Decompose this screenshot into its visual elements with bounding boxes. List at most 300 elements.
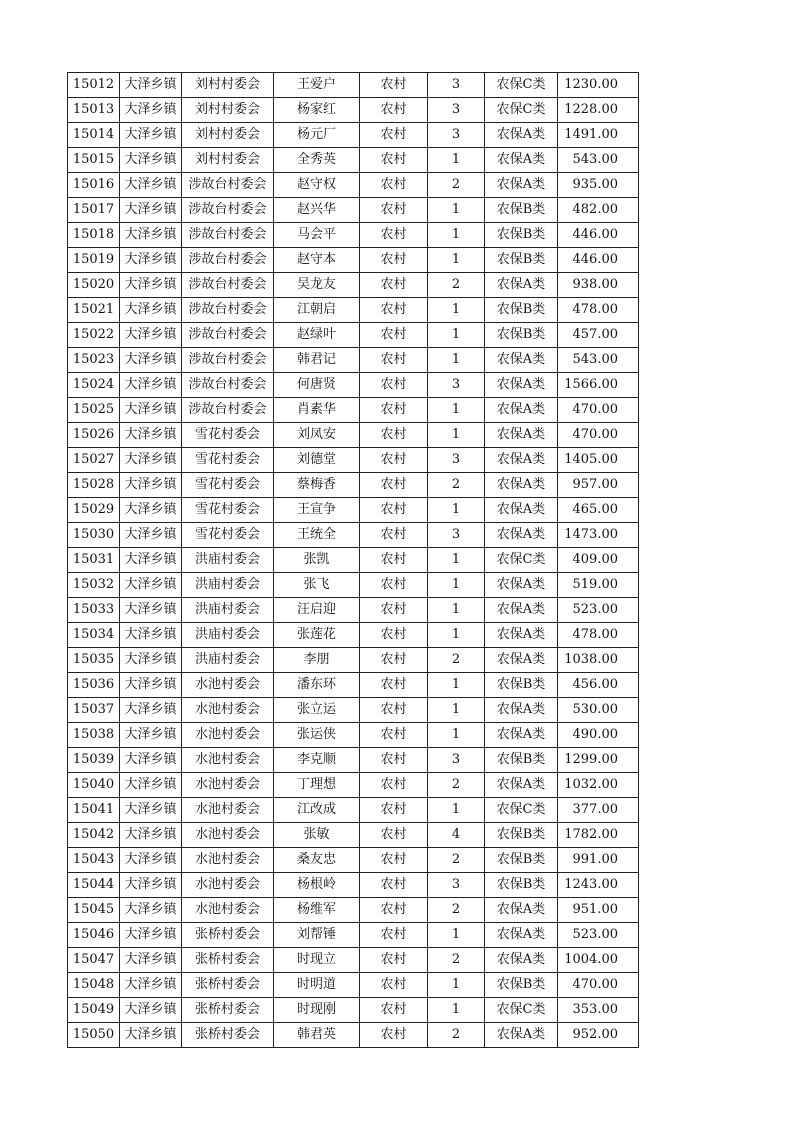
household-type-cell: 农村 <box>360 623 428 648</box>
amount-cell: 938.00 <box>558 273 639 298</box>
member-count-cell: 4 <box>428 823 485 848</box>
member-count-cell: 1 <box>428 998 485 1023</box>
member-count-cell: 2 <box>428 848 485 873</box>
household-type-cell: 农村 <box>360 98 428 123</box>
insurance-category-cell: 农保A类 <box>485 498 558 523</box>
insurance-category-cell: 农保A类 <box>485 723 558 748</box>
insurance-category-cell: 农保C类 <box>485 548 558 573</box>
record-id-cell: 15044 <box>68 873 120 898</box>
name-cell: 江改成 <box>274 798 360 823</box>
village-cell: 雪花村委会 <box>182 498 274 523</box>
record-id-cell: 15042 <box>68 823 120 848</box>
member-count-cell: 2 <box>428 273 485 298</box>
name-cell: 张运侠 <box>274 723 360 748</box>
record-id-cell: 15036 <box>68 673 120 698</box>
household-type-cell: 农村 <box>360 348 428 373</box>
amount-cell: 1243.00 <box>558 873 639 898</box>
town-cell: 大泽乡镇 <box>120 723 182 748</box>
amount-cell: 543.00 <box>558 148 639 173</box>
amount-cell: 523.00 <box>558 598 639 623</box>
town-cell: 大泽乡镇 <box>120 273 182 298</box>
village-cell: 刘村村委会 <box>182 123 274 148</box>
name-cell: 时现立 <box>274 948 360 973</box>
village-cell: 张桥村委会 <box>182 998 274 1023</box>
name-cell: 潘东环 <box>274 673 360 698</box>
member-count-cell: 1 <box>428 573 485 598</box>
town-cell: 大泽乡镇 <box>120 323 182 348</box>
village-cell: 刘村村委会 <box>182 73 274 98</box>
village-cell: 水池村委会 <box>182 748 274 773</box>
village-cell: 刘村村委会 <box>182 98 274 123</box>
household-type-cell: 农村 <box>360 248 428 273</box>
table-row <box>68 748 639 773</box>
name-cell: 时现刚 <box>274 998 360 1023</box>
insurance-category-cell: 农保A类 <box>485 773 558 798</box>
name-cell: 张立运 <box>274 698 360 723</box>
insurance-category-cell: 农保C类 <box>485 73 558 98</box>
amount-cell: 470.00 <box>558 973 639 998</box>
table-row <box>68 648 639 673</box>
table-row <box>68 473 639 498</box>
insurance-category-cell: 农保A类 <box>485 573 558 598</box>
town-cell: 大泽乡镇 <box>120 698 182 723</box>
record-id-cell: 15035 <box>68 648 120 673</box>
town-cell: 大泽乡镇 <box>120 573 182 598</box>
record-id-cell: 15026 <box>68 423 120 448</box>
insurance-category-cell: 农保A类 <box>485 448 558 473</box>
member-count-cell: 1 <box>428 423 485 448</box>
table-row <box>68 148 639 173</box>
member-count-cell: 2 <box>428 1023 485 1048</box>
table-row <box>68 548 639 573</box>
town-cell: 大泽乡镇 <box>120 923 182 948</box>
household-type-cell: 农村 <box>360 673 428 698</box>
village-cell: 水池村委会 <box>182 773 274 798</box>
household-type-cell: 农村 <box>360 1023 428 1048</box>
record-id-cell: 15032 <box>68 573 120 598</box>
village-cell: 张桥村委会 <box>182 948 274 973</box>
town-cell: 大泽乡镇 <box>120 523 182 548</box>
town-cell: 大泽乡镇 <box>120 548 182 573</box>
town-cell: 大泽乡镇 <box>120 98 182 123</box>
name-cell: 张凯 <box>274 548 360 573</box>
household-type-cell: 农村 <box>360 273 428 298</box>
household-type-cell: 农村 <box>360 723 428 748</box>
town-cell: 大泽乡镇 <box>120 823 182 848</box>
name-cell: 杨家红 <box>274 98 360 123</box>
record-id-cell: 15024 <box>68 373 120 398</box>
amount-cell: 991.00 <box>558 848 639 873</box>
town-cell: 大泽乡镇 <box>120 298 182 323</box>
insurance-category-cell: 农保B类 <box>485 748 558 773</box>
insurance-category-cell: 农保A类 <box>485 523 558 548</box>
household-type-cell: 农村 <box>360 173 428 198</box>
member-count-cell: 1 <box>428 723 485 748</box>
town-cell: 大泽乡镇 <box>120 373 182 398</box>
name-cell: 丁理想 <box>274 773 360 798</box>
insurance-category-cell: 农保B类 <box>485 323 558 348</box>
town-cell: 大泽乡镇 <box>120 973 182 998</box>
amount-cell: 490.00 <box>558 723 639 748</box>
record-id-cell: 15034 <box>68 623 120 648</box>
amount-cell: 519.00 <box>558 573 639 598</box>
village-cell: 雪花村委会 <box>182 448 274 473</box>
name-cell: 李克顺 <box>274 748 360 773</box>
insurance-category-cell: 农保A类 <box>485 923 558 948</box>
member-count-cell: 3 <box>428 873 485 898</box>
village-cell: 洪庙村委会 <box>182 573 274 598</box>
amount-cell: 478.00 <box>558 298 639 323</box>
amount-cell: 465.00 <box>558 498 639 523</box>
table-row <box>68 198 639 223</box>
table-row <box>68 848 639 873</box>
household-type-cell: 农村 <box>360 898 428 923</box>
village-cell: 水池村委会 <box>182 673 274 698</box>
town-cell: 大泽乡镇 <box>120 948 182 973</box>
insurance-category-cell: 农保C类 <box>485 998 558 1023</box>
data-table <box>67 72 639 1048</box>
name-cell: 江朝启 <box>274 298 360 323</box>
table-row <box>68 123 639 148</box>
name-cell: 杨根岭 <box>274 873 360 898</box>
household-type-cell: 农村 <box>360 123 428 148</box>
table-row <box>68 698 639 723</box>
member-count-cell: 1 <box>428 348 485 373</box>
village-cell: 涉故台村委会 <box>182 298 274 323</box>
amount-cell: 482.00 <box>558 198 639 223</box>
table-row <box>68 248 639 273</box>
record-id-cell: 15015 <box>68 148 120 173</box>
amount-cell: 353.00 <box>558 998 639 1023</box>
table-row <box>68 373 639 398</box>
household-type-cell: 农村 <box>360 473 428 498</box>
member-count-cell: 1 <box>428 798 485 823</box>
amount-cell: 1004.00 <box>558 948 639 973</box>
amount-cell: 446.00 <box>558 223 639 248</box>
record-id-cell: 15031 <box>68 548 120 573</box>
table-row <box>68 673 639 698</box>
household-type-cell: 农村 <box>360 198 428 223</box>
amount-cell: 456.00 <box>558 673 639 698</box>
name-cell: 王爱户 <box>274 73 360 98</box>
village-cell: 水池村委会 <box>182 798 274 823</box>
record-id-cell: 15039 <box>68 748 120 773</box>
household-type-cell: 农村 <box>360 948 428 973</box>
member-count-cell: 1 <box>428 923 485 948</box>
amount-cell: 470.00 <box>558 398 639 423</box>
table-row <box>68 73 639 98</box>
town-cell: 大泽乡镇 <box>120 423 182 448</box>
village-cell: 刘村村委会 <box>182 148 274 173</box>
village-cell: 涉故台村委会 <box>182 398 274 423</box>
name-cell: 韩君英 <box>274 1023 360 1048</box>
record-id-cell: 15050 <box>68 1023 120 1048</box>
member-count-cell: 2 <box>428 648 485 673</box>
insurance-category-cell: 农保A类 <box>485 1023 558 1048</box>
table-row <box>68 773 639 798</box>
record-id-cell: 15048 <box>68 973 120 998</box>
household-type-cell: 农村 <box>360 323 428 348</box>
town-cell: 大泽乡镇 <box>120 598 182 623</box>
village-cell: 洪庙村委会 <box>182 598 274 623</box>
town-cell: 大泽乡镇 <box>120 773 182 798</box>
record-id-cell: 15022 <box>68 323 120 348</box>
member-count-cell: 1 <box>428 248 485 273</box>
amount-cell: 470.00 <box>558 423 639 448</box>
name-cell: 张敏 <box>274 823 360 848</box>
household-type-cell: 农村 <box>360 223 428 248</box>
insurance-category-cell: 农保C类 <box>485 98 558 123</box>
amount-cell: 1299.00 <box>558 748 639 773</box>
village-cell: 张桥村委会 <box>182 973 274 998</box>
village-cell: 水池村委会 <box>182 823 274 848</box>
table-row <box>68 898 639 923</box>
table-row <box>68 298 639 323</box>
name-cell: 全秀英 <box>274 148 360 173</box>
name-cell: 马会平 <box>274 223 360 248</box>
household-type-cell: 农村 <box>360 648 428 673</box>
household-type-cell: 农村 <box>360 573 428 598</box>
town-cell: 大泽乡镇 <box>120 473 182 498</box>
insurance-category-cell: 农保A类 <box>485 898 558 923</box>
table-row <box>68 723 639 748</box>
town-cell: 大泽乡镇 <box>120 1023 182 1048</box>
record-id-cell: 15019 <box>68 248 120 273</box>
table-row <box>68 823 639 848</box>
member-count-cell: 1 <box>428 623 485 648</box>
record-id-cell: 15030 <box>68 523 120 548</box>
insurance-category-cell: 农保A类 <box>485 473 558 498</box>
insurance-category-cell: 农保A类 <box>485 598 558 623</box>
name-cell: 蔡梅香 <box>274 473 360 498</box>
name-cell: 肖素华 <box>274 398 360 423</box>
member-count-cell: 2 <box>428 898 485 923</box>
amount-cell: 1782.00 <box>558 823 639 848</box>
insurance-category-cell: 农保B类 <box>485 823 558 848</box>
table-row <box>68 398 639 423</box>
amount-cell: 478.00 <box>558 623 639 648</box>
village-cell: 涉故台村委会 <box>182 248 274 273</box>
household-type-cell: 农村 <box>360 823 428 848</box>
insurance-category-cell: 农保B类 <box>485 248 558 273</box>
name-cell: 桑友忠 <box>274 848 360 873</box>
table-row <box>68 998 639 1023</box>
village-cell: 张桥村委会 <box>182 923 274 948</box>
amount-cell: 446.00 <box>558 248 639 273</box>
household-type-cell: 农村 <box>360 848 428 873</box>
name-cell: 刘德堂 <box>274 448 360 473</box>
name-cell: 杨维军 <box>274 898 360 923</box>
village-cell: 洪庙村委会 <box>182 648 274 673</box>
table-row <box>68 623 639 648</box>
table-body <box>68 73 639 1048</box>
record-id-cell: 15046 <box>68 923 120 948</box>
amount-cell: 1405.00 <box>558 448 639 473</box>
table-row <box>68 273 639 298</box>
name-cell: 刘帮锤 <box>274 923 360 948</box>
household-type-cell: 农村 <box>360 598 428 623</box>
insurance-category-cell: 农保B类 <box>485 198 558 223</box>
village-cell: 涉故台村委会 <box>182 273 274 298</box>
name-cell: 赵守本 <box>274 248 360 273</box>
record-id-cell: 15043 <box>68 848 120 873</box>
town-cell: 大泽乡镇 <box>120 748 182 773</box>
village-cell: 涉故台村委会 <box>182 323 274 348</box>
insurance-category-cell: 农保A类 <box>485 648 558 673</box>
insurance-category-cell: 农保C类 <box>485 798 558 823</box>
village-cell: 雪花村委会 <box>182 523 274 548</box>
village-cell: 涉故台村委会 <box>182 348 274 373</box>
member-count-cell: 3 <box>428 523 485 548</box>
town-cell: 大泽乡镇 <box>120 648 182 673</box>
amount-cell: 409.00 <box>558 548 639 573</box>
record-id-cell: 15045 <box>68 898 120 923</box>
member-count-cell: 3 <box>428 73 485 98</box>
insurance-category-cell: 农保A类 <box>485 173 558 198</box>
amount-cell: 543.00 <box>558 348 639 373</box>
insurance-category-cell: 农保A类 <box>485 348 558 373</box>
member-count-cell: 1 <box>428 298 485 323</box>
household-type-cell: 农村 <box>360 73 428 98</box>
insurance-category-cell: 农保B类 <box>485 223 558 248</box>
member-count-cell: 1 <box>428 223 485 248</box>
record-id-cell: 15017 <box>68 198 120 223</box>
member-count-cell: 1 <box>428 598 485 623</box>
member-count-cell: 1 <box>428 548 485 573</box>
amount-cell: 951.00 <box>558 898 639 923</box>
record-id-cell: 15021 <box>68 298 120 323</box>
amount-cell: 1230.00 <box>558 73 639 98</box>
household-type-cell: 农村 <box>360 398 428 423</box>
village-cell: 水池村委会 <box>182 848 274 873</box>
town-cell: 大泽乡镇 <box>120 898 182 923</box>
member-count-cell: 1 <box>428 148 485 173</box>
table-row <box>68 173 639 198</box>
village-cell: 雪花村委会 <box>182 473 274 498</box>
table-row <box>68 1023 639 1048</box>
insurance-category-cell: 农保A类 <box>485 698 558 723</box>
member-count-cell: 2 <box>428 173 485 198</box>
town-cell: 大泽乡镇 <box>120 198 182 223</box>
town-cell: 大泽乡镇 <box>120 248 182 273</box>
insurance-category-cell: 农保B类 <box>485 873 558 898</box>
table-row <box>68 948 639 973</box>
record-id-cell: 15040 <box>68 773 120 798</box>
member-count-cell: 1 <box>428 498 485 523</box>
name-cell: 赵绿叶 <box>274 323 360 348</box>
insurance-category-cell: 农保A类 <box>485 423 558 448</box>
village-cell: 水池村委会 <box>182 723 274 748</box>
town-cell: 大泽乡镇 <box>120 398 182 423</box>
town-cell: 大泽乡镇 <box>120 348 182 373</box>
table-row <box>68 323 639 348</box>
table-row <box>68 448 639 473</box>
amount-cell: 523.00 <box>558 923 639 948</box>
record-id-cell: 15029 <box>68 498 120 523</box>
town-cell: 大泽乡镇 <box>120 873 182 898</box>
town-cell: 大泽乡镇 <box>120 623 182 648</box>
amount-cell: 1491.00 <box>558 123 639 148</box>
table-row <box>68 573 639 598</box>
member-count-cell: 1 <box>428 698 485 723</box>
table-row <box>68 973 639 998</box>
insurance-category-cell: 农保B类 <box>485 848 558 873</box>
member-count-cell: 1 <box>428 198 485 223</box>
amount-cell: 957.00 <box>558 473 639 498</box>
table-row <box>68 923 639 948</box>
town-cell: 大泽乡镇 <box>120 148 182 173</box>
village-cell: 水池村委会 <box>182 898 274 923</box>
record-id-cell: 15027 <box>68 448 120 473</box>
amount-cell: 1566.00 <box>558 373 639 398</box>
record-id-cell: 15047 <box>68 948 120 973</box>
name-cell: 王宣争 <box>274 498 360 523</box>
household-type-cell: 农村 <box>360 698 428 723</box>
name-cell: 李朋 <box>274 648 360 673</box>
household-type-cell: 农村 <box>360 973 428 998</box>
household-type-cell: 农村 <box>360 373 428 398</box>
record-id-cell: 15025 <box>68 398 120 423</box>
household-type-cell: 农村 <box>360 748 428 773</box>
member-count-cell: 3 <box>428 123 485 148</box>
document-table-container <box>67 72 638 1048</box>
table-row <box>68 498 639 523</box>
household-type-cell: 农村 <box>360 923 428 948</box>
record-id-cell: 15018 <box>68 223 120 248</box>
town-cell: 大泽乡镇 <box>120 223 182 248</box>
table-row <box>68 423 639 448</box>
insurance-category-cell: 农保B类 <box>485 673 558 698</box>
name-cell: 汪启迎 <box>274 598 360 623</box>
amount-cell: 1038.00 <box>558 648 639 673</box>
amount-cell: 1032.00 <box>558 773 639 798</box>
name-cell: 时明道 <box>274 973 360 998</box>
name-cell: 赵兴华 <box>274 198 360 223</box>
amount-cell: 457.00 <box>558 323 639 348</box>
record-id-cell: 15020 <box>68 273 120 298</box>
town-cell: 大泽乡镇 <box>120 173 182 198</box>
household-type-cell: 农村 <box>360 873 428 898</box>
member-count-cell: 1 <box>428 323 485 348</box>
record-id-cell: 15012 <box>68 73 120 98</box>
member-count-cell: 3 <box>428 98 485 123</box>
town-cell: 大泽乡镇 <box>120 498 182 523</box>
village-cell: 洪庙村委会 <box>182 623 274 648</box>
name-cell: 赵守权 <box>274 173 360 198</box>
amount-cell: 1473.00 <box>558 523 639 548</box>
amount-cell: 952.00 <box>558 1023 639 1048</box>
household-type-cell: 农村 <box>360 998 428 1023</box>
village-cell: 张桥村委会 <box>182 1023 274 1048</box>
record-id-cell: 15049 <box>68 998 120 1023</box>
town-cell: 大泽乡镇 <box>120 798 182 823</box>
household-type-cell: 农村 <box>360 498 428 523</box>
household-type-cell: 农村 <box>360 148 428 173</box>
table-row <box>68 598 639 623</box>
household-type-cell: 农村 <box>360 523 428 548</box>
insurance-category-cell: 农保A类 <box>485 273 558 298</box>
village-cell: 涉故台村委会 <box>182 373 274 398</box>
record-id-cell: 15041 <box>68 798 120 823</box>
record-id-cell: 15033 <box>68 598 120 623</box>
household-type-cell: 农村 <box>360 773 428 798</box>
table-row <box>68 348 639 373</box>
town-cell: 大泽乡镇 <box>120 998 182 1023</box>
amount-cell: 377.00 <box>558 798 639 823</box>
member-count-cell: 3 <box>428 448 485 473</box>
record-id-cell: 15038 <box>68 723 120 748</box>
name-cell: 韩君记 <box>274 348 360 373</box>
